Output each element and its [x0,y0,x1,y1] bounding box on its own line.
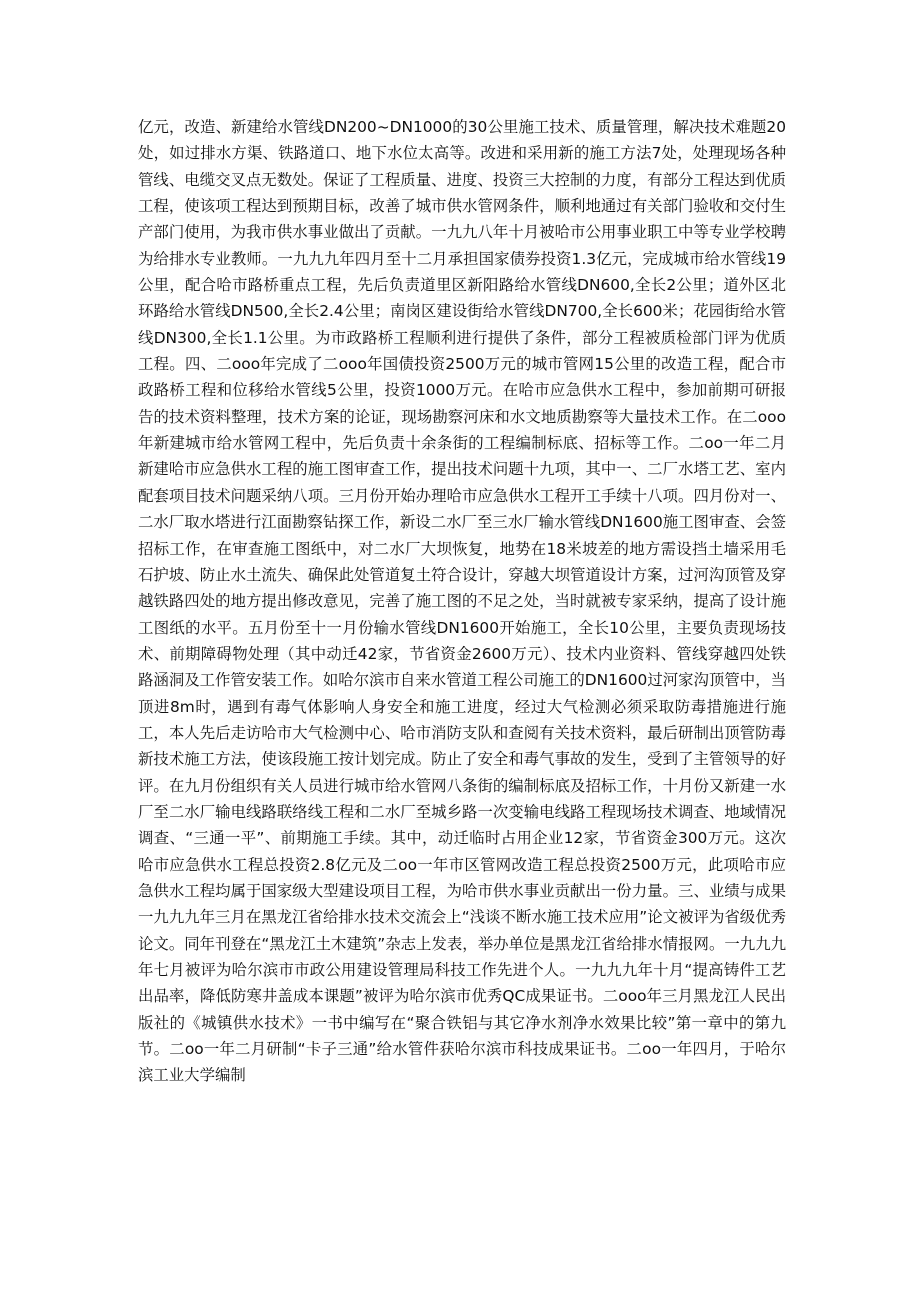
body-paragraph: 亿元，改造、新建给水管线DN200~DN1000的30公里施工技术、质量管理，解决技术难题20处，如过排水方渠、铁路道口、地下水位太高等。改进和采用新的施工方法7处，处理现场各种管线、电缆交叉点无数处。保证了工程质量、进度、投资三大控制的力度，有部分工程达到优质工程，使该项工程达到预期目标，改善了城市供水管网条件，顺利地通过有关部门验收和交付生产部门使用，为我市供水事业做出了贡献。一九九八年十月被哈市公用事业职工中等专业学校聘为给排水专业教师。一九九九年四月至十二月承担国家债券投资1.3亿元，完成城市给水管线19公里，配合哈市路桥重点工程，先后负责道里区新阳路给水管线DN600,全长2公里；道外区北环路给水管线DN500,全长2.4公里；南岗区建设街给水管线DN700,全长600米；花园街给水管线DN300,全长1.1公里。为市政路桥工程顺利进行提供了条件，部分工程被质检部门评为优质工程。四、二ooo年完成了二ooo年国债投资2500万元的城市管网15公里的改造工程，配合市政路桥工程和位移给水管线5公里，投资1000万元。在哈市应急供水工程中，参加前期可研报告的技术资料整理，技术方案的论证，现场勘察河床和水文地质勘察等大量技术工作。在二ooo年新建城市给水管网工程中，先后负责十余条街的工程编制标底、招标等工作。二oo一年二月新建哈市应急供水工程的施工图审查工作，提出技术问题十九项，其中一、二厂水塔工艺、室内配套项目技术问题采纳八项。三月份开始办理哈市应急供水工程开工手续十八项。四月份对一、二水厂取水塔进行江面勘察钻探工作，新设二水厂至三水厂输水管线DN1600施工图审查、会签招标工作，在审查施工图纸中，对二水厂大坝恢复，地势在18米坡差的地方需设挡土墙采用毛石护坡、防止水土流失、确保此处管道复土符合设计，穿越大坝管道设计方案，过河沟顶管及穿越铁路四处的地方提出修改意见，完善了施工图的不足之处，当时就被专家采纳，提高了设计施工图纸的水平。五月份至十一月份输水管线DN1600开始施工，全长10公里，主要负责现场技术、前期障碍物处理（其中动迁42家，节省资金2600万元）、技术内业资料、管线穿越四处铁路涵洞及工作管安装工作。如哈尔滨市自来水管道工程公司施工的DN1600过河家沟顶管中，当顶进8m时，遇到有毒气体影响人身安全和施工进度，经过大气检测必须采取防毒措施进行施工，本人先后走访哈市大气检测中心、哈市消防支队和查阅有关技术资料，最后研制出顶管防毒新技术施工方法，使该段施工按计划完成。防止了安全和毒气事故的发生，受到了主管领导的好评。在九月份组织有关人员进行城市给水管网八条街的编制标底及招标工作，十月份又新建一水厂至二水厂输电线路联络线工程和二水厂至城乡路一次变输电线路工程现场技术调查、地域情况调查、“三通一平”、前期施工手续。其中，动迁临时占用企业12家，节省资金300万元。这次哈市应急供水工程总投资2.8亿元及二oo一年市区管网改造工程总投资2500万元，此项哈市应急供水工程均属于国家级大型建设项目工程，为哈市供水事业贡献出一份力量。三、业绩与成果一九九九年三月在黑龙江省给排水技术交流会上“浅谈不断水施工技术应用”论文被评为省级优秀论文。同年刊登在“黑龙江土木建筑”杂志上发表，举办单位是黑龙江省给排水情报网。一九九九年七月被评为哈尔滨市市政公用建设管理局科技工作先进个人。一九九九年十月“提高铸件工艺出品率，降低防寒井盖成本课题”被评为哈尔滨市优秀QC成果证书。二ooo年三月黑龙江人民出版社的《城镇供水技术》一书中编写在“聚合铁铝与其它净水剂净水效果比较”第一章中的第九节。二oo一年二月研制“卡子三通”给水管件获哈尔滨市科技成果证书。二oo一年四月，于哈尔滨工业大学编制 [138,118,786,1085]
